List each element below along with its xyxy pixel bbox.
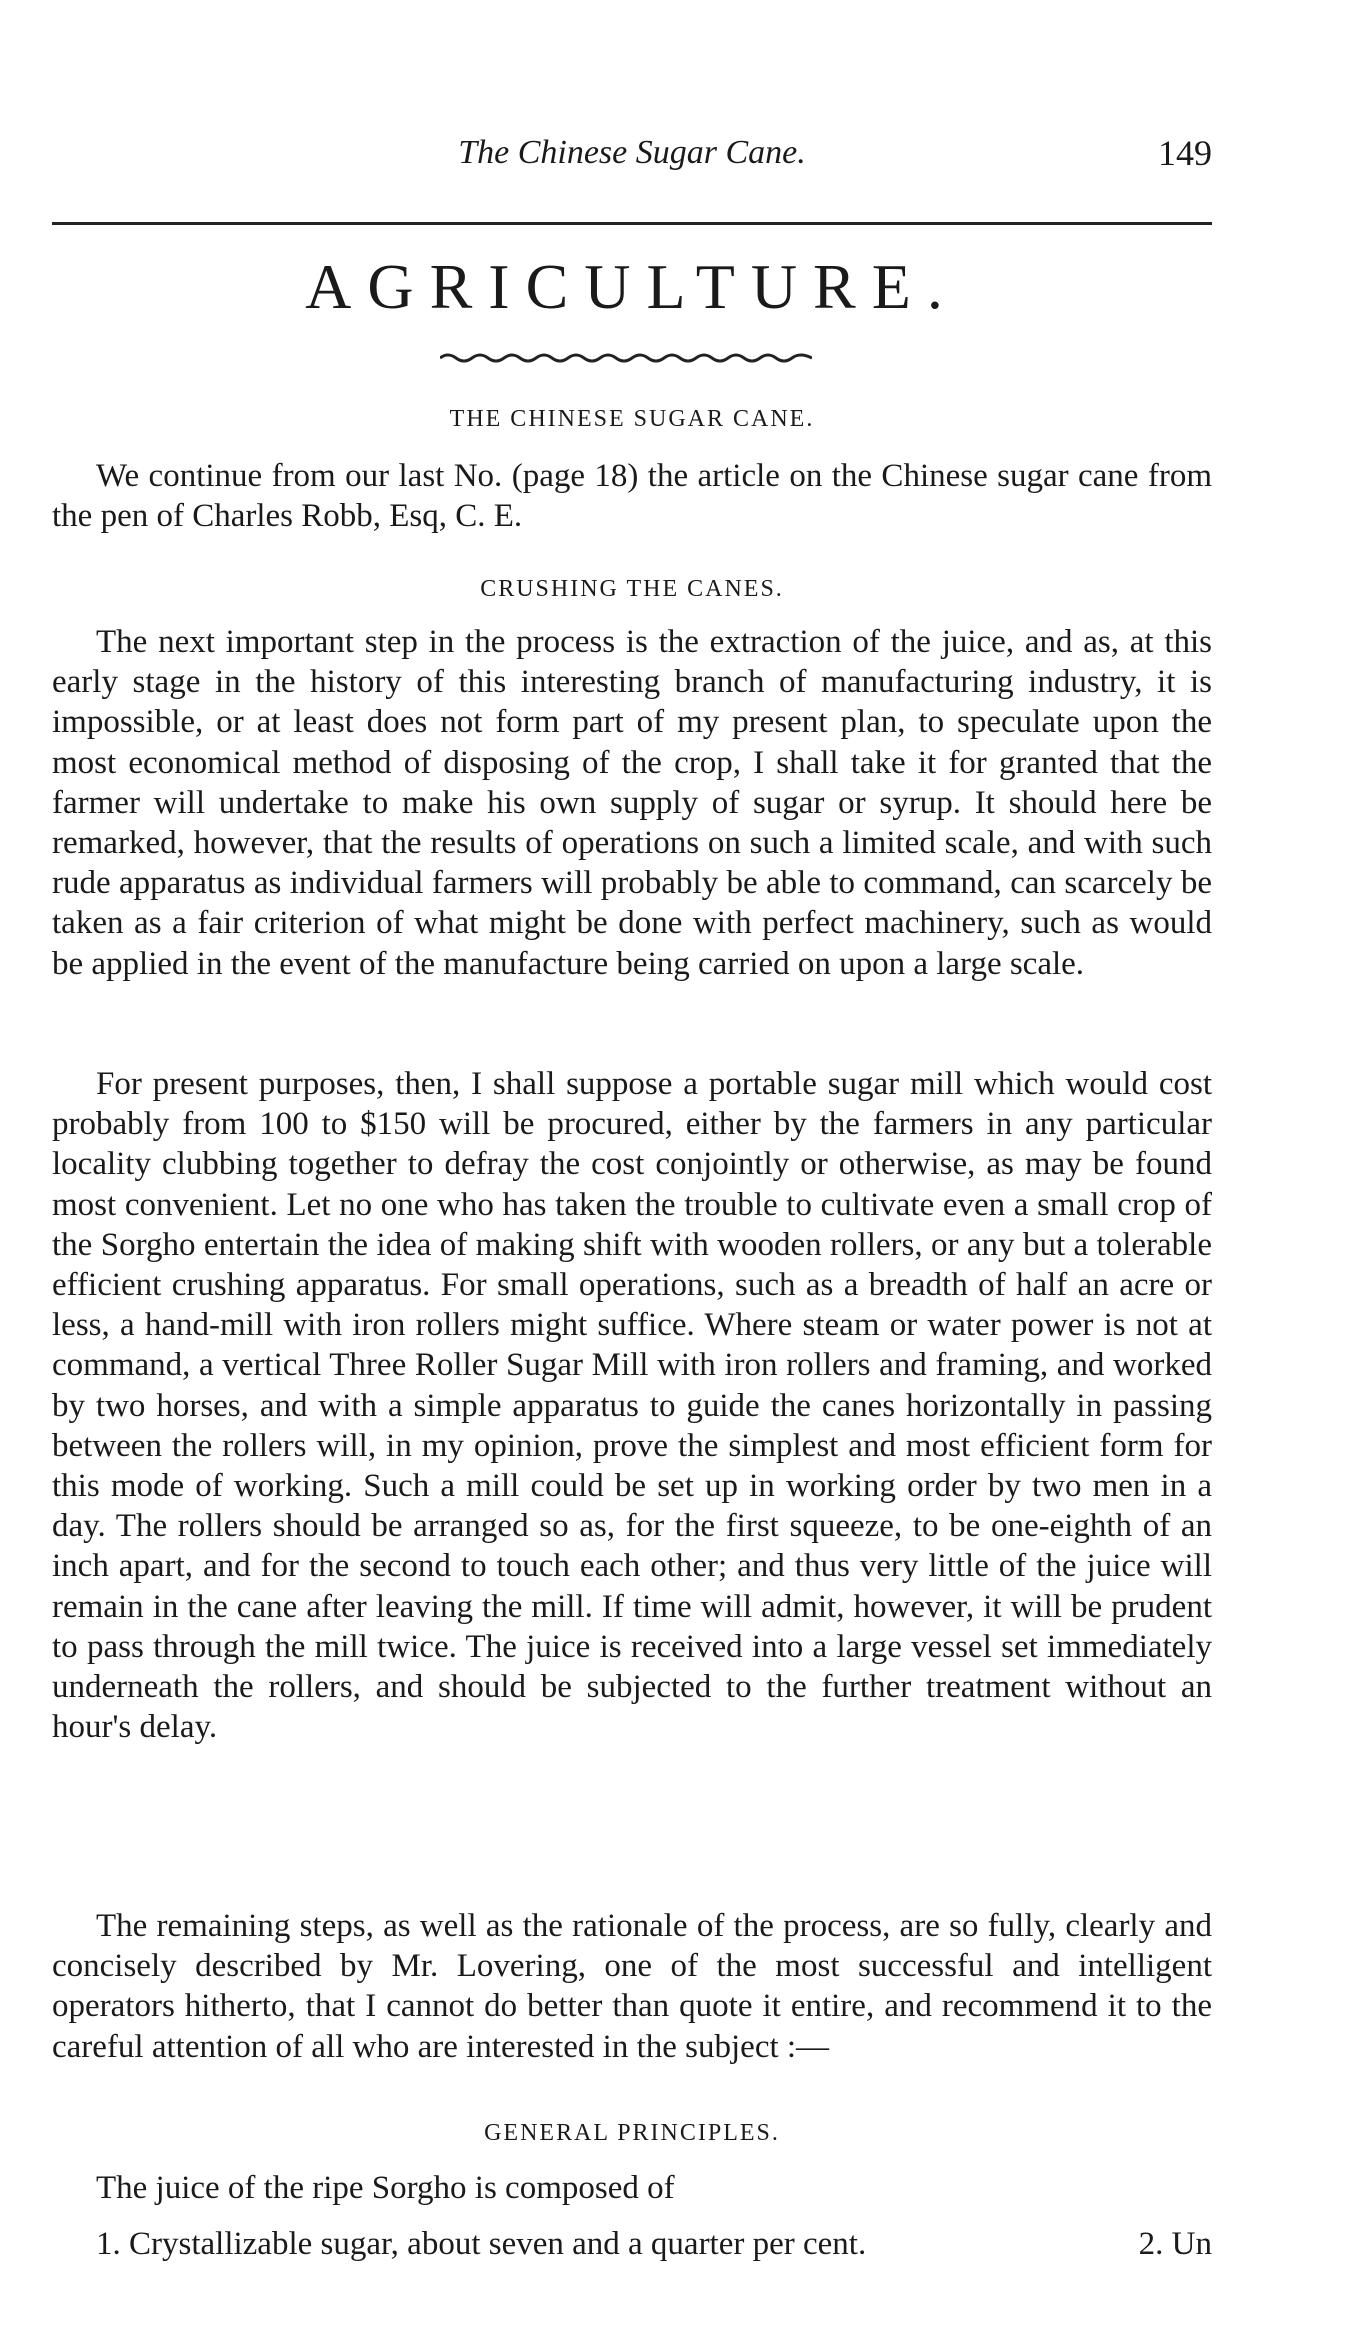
running-title: The Chinese Sugar Cane. [458,134,806,171]
header-rule [52,222,1212,225]
subheading-crushing: CRUSHING THE CANES. [480,576,784,602]
running-head [52,130,1212,186]
list-item-1: 1. Crystallizable sugar, about seven and a quarter per cent. [96,2226,867,2262]
juice-composition-line: The juice of the ripe Sorgho is composed of [96,2170,675,2206]
section-title: AGRICULTURE. [305,251,959,322]
paragraph-2: For present purposes, then, I shall suppose a portable sugar mill which would cost probably from 100 to $150 will be procured, either by the farmers in any particular locality clubbing together to defray the cost conjointly or otherwise, as may be found most convenient. Let no one who has taken the trouble to cultivate even a small crop of the Sorgho entertain the idea of making shift with wooden rollers, or any but a tolerable efficient crushing apparatus. For small operations, such as a breadth of half an acre or less, a hand-mill with iron rollers might suffice. Where steam or water power is not at command, a vertical Three Roller Sugar Mill with iron rollers and framing, and worked by two horses, and with a simple apparatus to guide the canes horizontally in passing between the rollers will, in my opinion, prove the simplest and most efficient form for this mode of working. Such a mill could be set up in working order by two men in a day. The rollers should be arranged so as, for the first squeeze, to be one-eighth of an inch apart, and for the second to touch each other; and thus very little of the juice will remain in the cane after leaving the mill. If time will admit, however, it will be prudent to pass through the mill twice. The juice is received into a large vessel set immediately underneath the rollers, and should be subjected to the further treatment without an hour's delay. [52,1066,1212,1746]
paragraph-1: The next important step in the process is the extraction of the juice, and as, at this early stage in the history of this interesting branch of manufacturing industry, it is impossible, or at least does not form part of my present plan, to speculate upon the most economical method of disposing of the crop, I shall take it for granted that the farmer will undertake to make his own supply of sugar or syrup. It should here be remarked, however, that the results of operations on such a limited scale, and with such rude apparatus as individual farmers will probably be able to command, can scarcely be taken as a fair criterion of what might be done with perfect machinery, such as would be applied in the event of the manufacture being carried on upon a large scale. [52,624,1212,982]
list-line [96,2226,1212,2263]
page-number: 149 [1158,133,1212,173]
intro-paragraph: We continue from our last No. (page 18) the article on the Chinese sugar cane from the pen of Charles Robb, Esq, C. E. [52,458,1212,535]
ornament-divider [440,352,812,364]
subheading-general-principles: GENERAL PRINCIPLES. [484,2120,780,2146]
list-item-2: 2. Un [1138,2226,1212,2262]
paragraph-3: The remaining steps, as well as the rationale of the process, are so fully, clearly and concisely described by Mr. Lovering, one of the most successful and intelligent operators hitherto, that I cannot do better than quote it entire, and recommend it to the careful attention of all who are interested in the subject :— [52,1908,1212,2065]
article-title: THE CHINESE SUGAR CANE. [449,406,815,432]
